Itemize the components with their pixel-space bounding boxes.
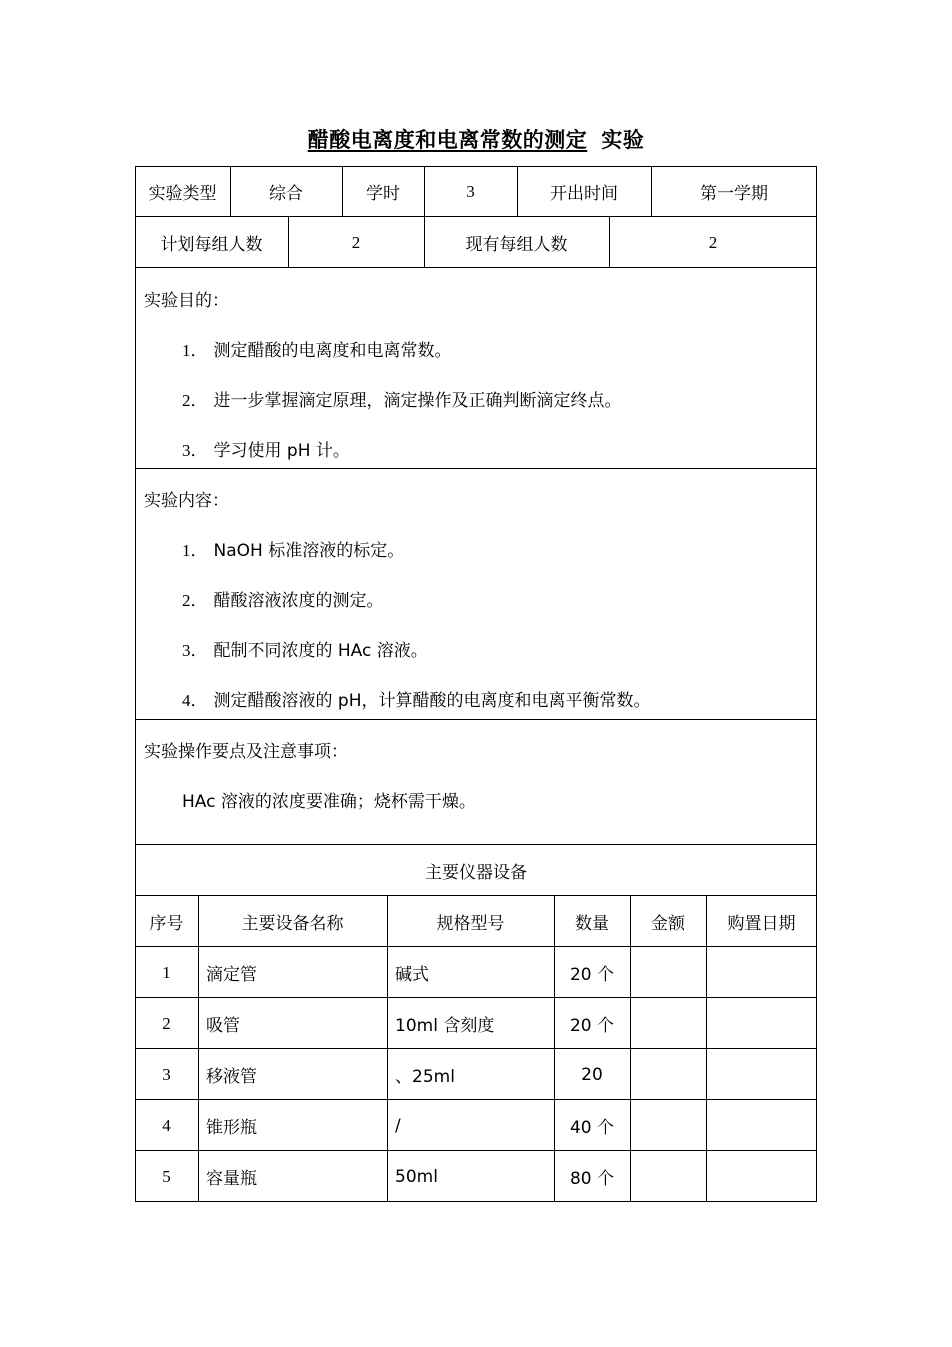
item-number: 4． — [182, 691, 208, 710]
equipment-spec: 、25ml — [395, 1067, 455, 1087]
equipment-quantity: 80 个 — [569, 1169, 615, 1189]
purpose-item — [182, 336, 452, 361]
purpose-item — [182, 436, 350, 461]
equipment-heading: 主要仪器设备 — [425, 863, 527, 883]
equipment-quantity: 40 个 — [569, 1118, 615, 1138]
item-text: 进一步掌握滴定原理，滴定操作及正确判断滴定终点。 — [213, 391, 622, 411]
equipment-spec: / — [395, 1115, 401, 1136]
document-title — [0, 124, 952, 158]
item-text: 测定醋酸溶液的 pH，计算醋酸的电离度和电离平衡常数。 — [213, 691, 651, 711]
item-number: 1． — [182, 541, 208, 560]
item-number: 2． — [182, 391, 208, 410]
hours-label: 学时 — [366, 184, 400, 204]
experiment-type-value: 综合 — [269, 184, 303, 204]
actual-group-size-value: 2 — [708, 232, 718, 252]
equipment-spec: 碱式 — [395, 965, 429, 985]
equipment-quantity: 20 — [581, 1064, 603, 1085]
item-text: 醋酸溶液浓度的测定。 — [213, 591, 384, 611]
row-index: 4 — [162, 1115, 171, 1135]
equipment-quantity: 20 个 — [569, 1016, 615, 1036]
item-number: 3． — [182, 641, 208, 660]
row-index: 1 — [162, 962, 171, 982]
planned-group-size-label: 计划每组人数 — [160, 235, 263, 255]
experiment-type-label: 实验类型 — [148, 184, 217, 204]
equipment-spec: 50ml — [395, 1166, 438, 1187]
content-item — [182, 586, 384, 611]
item-number: 1． — [182, 341, 208, 360]
column-header: 金额 — [651, 914, 685, 934]
equipment-name: 滴定管 — [206, 965, 257, 985]
planned-group-size-value: 2 — [351, 232, 361, 252]
equipment-quantity: 20 个 — [569, 965, 615, 985]
notes-heading: 实验操作要点及注意事项： — [144, 742, 348, 762]
purpose-item — [182, 386, 622, 411]
equipment-name: 吸管 — [206, 1016, 240, 1036]
item-text: 测定醋酸的电离度和电离常数。 — [213, 341, 452, 361]
schedule-value: 第一学期 — [700, 184, 768, 204]
title-main: 醋酸电离度和电离常数的测定 — [307, 128, 588, 152]
content-item — [182, 636, 428, 661]
title-suffix: 实验 — [601, 128, 645, 152]
item-number: 3． — [182, 441, 208, 460]
hours-value: 3 — [466, 181, 475, 201]
content-item — [182, 536, 404, 561]
equipment-name: 容量瓶 — [206, 1169, 257, 1189]
rule — [135, 468, 817, 469]
equipment-spec: 10ml 含刻度 — [395, 1016, 495, 1036]
item-number: 2． — [182, 591, 208, 610]
actual-group-size-label: 现有每组人数 — [465, 235, 568, 255]
content-item — [182, 686, 650, 711]
row-index: 3 — [162, 1064, 171, 1084]
item-text: NaOH 标准溶液的标定。 — [213, 541, 405, 561]
column-header: 购置日期 — [727, 914, 796, 934]
row-index: 5 — [162, 1166, 171, 1186]
column-header: 主要设备名称 — [241, 914, 344, 934]
equipment-name: 锥形瓶 — [206, 1118, 257, 1138]
column-header: 规格型号 — [436, 914, 505, 934]
item-text: 学习使用 pH 计。 — [213, 441, 350, 461]
item-text: 配制不同浓度的 HAc 溶液。 — [213, 641, 428, 661]
schedule-label: 开出时间 — [550, 184, 618, 204]
notes-text: HAc 溶液的浓度要准确；烧杯需干燥。 — [182, 792, 476, 812]
rule — [135, 719, 817, 720]
purpose-heading: 实验目的： — [144, 291, 229, 311]
column-header: 数量 — [575, 914, 609, 934]
column-header: 序号 — [149, 914, 184, 934]
row-index: 2 — [162, 1013, 171, 1033]
content-heading: 实验内容： — [144, 491, 229, 511]
equipment-name: 移液管 — [206, 1067, 257, 1087]
